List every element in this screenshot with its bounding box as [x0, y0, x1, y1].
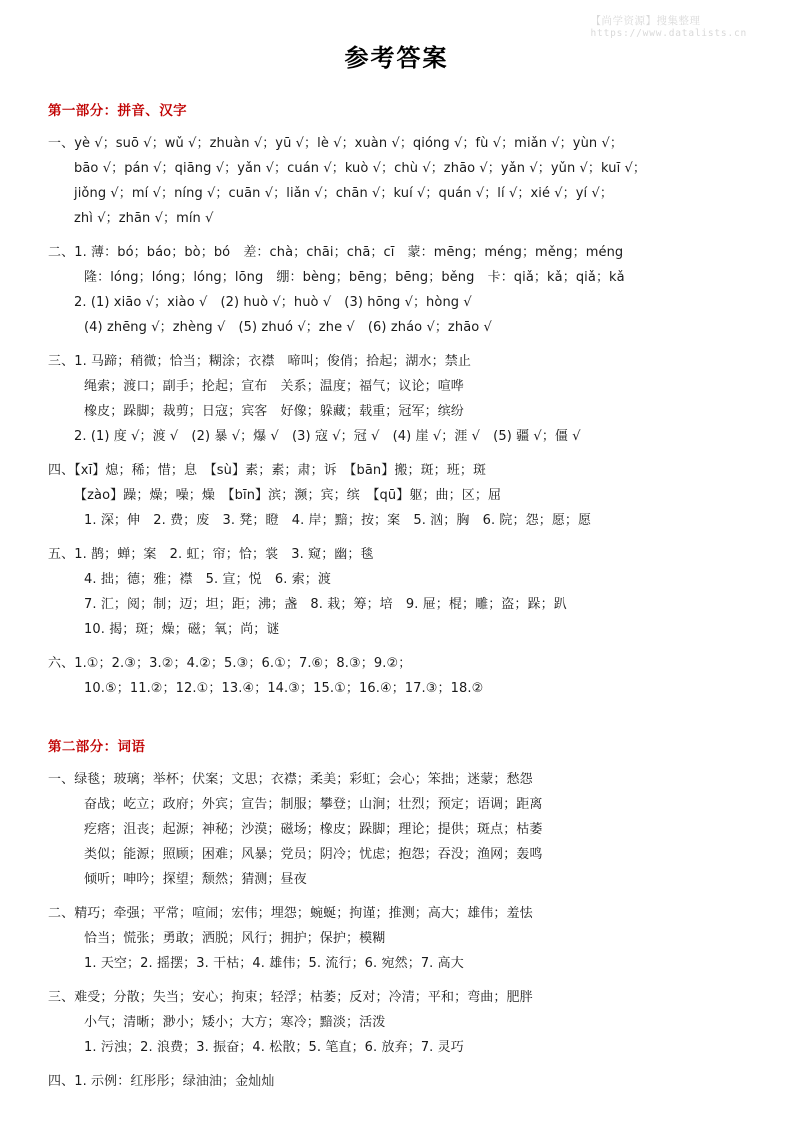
answer-line: 三、难受；分散；失当；安心；拘束；轻浮；枯萎；反对；冷清；平和；弯曲；肥胖 [48, 990, 533, 1005]
answer-line: 四、【xī】熄；稀；惜；息 【sù】素；素；肃；诉 【bān】搬；斑；班；斑 [48, 463, 487, 478]
answer-line: 1. 深；伸 2. 费；废 3. 凳；瞪 4. 岸；黯；按；案 5. 汹；胸 6. 院；怨；愿；愿 [84, 513, 592, 528]
answer-line: 隆：lóng；lóng；lóng；lōng 绷：bèng；bēng；bēng；běng 卡：qiǎ；kǎ；qiǎ；kǎ [84, 270, 625, 285]
answer-line: bāo √；pán √；qiāng √；yǎn √；cuán √；kuò √；chù √；zhāo √；yǎn √；yǔn √；kuī √； [74, 161, 646, 176]
section-heading: 第一部分：拼音、汉字 [48, 103, 187, 119]
answer-group [48, 458, 745, 533]
answer-line: 1. 污浊；2. 浪费；3. 振奋；4. 松散；5. 笔直；6. 放弃；7. 灵巧 [84, 1040, 464, 1055]
section-heading: 第二部分：词语 [48, 739, 146, 755]
answer-line: 二、1. 薄：bó；báo；bò；bó 差：chà；chāi；chā；cī 蒙：mēng；méng；měng；méng [48, 245, 624, 260]
answer-line: 1. 天空；2. 摇摆；3. 干枯；4. 雄伟；5. 流行；6. 宛然；7. 高大 [84, 956, 464, 971]
answer-line: 小气；清晰；渺小；矮小；大方；寒冷；黯淡；活泼 [84, 1015, 386, 1030]
answer-group [48, 901, 745, 976]
answer-line: 一、yè √；suō √；wǔ √；zhuàn √；yū √；lè √；xuàn √；qióng √；fù √；miǎn √；yùn √； [48, 136, 623, 151]
answer-line: 2. (1) xiāo √；xiào √ (2) huò √；huò √ (3) hōng √；hòng √ [74, 295, 472, 310]
answer-line: 【zào】躁；燥；噪；燥 【bīn】滨；濒；宾；缤 【qū】躯；曲；区；屈 [74, 488, 502, 503]
answer-line: 橡皮；跺脚；裁剪；日寇；宾客 好像；躲藏；载重；冠军；缤纷 [84, 404, 464, 419]
answer-line: 4. 拙；德；雅；襟 5. 宣；悦 6. 索；渡 [84, 572, 332, 587]
answer-group [48, 240, 745, 340]
watermark [591, 14, 747, 41]
watermark-url: https://www.datalists.cn [590, 28, 747, 40]
answer-line: 疙瘩；沮丧；起源；神秘；沙漠；磁场；橡皮；跺脚；理论；提供；斑点；枯萎 [84, 822, 543, 837]
section-body [48, 767, 745, 1094]
answer-group [48, 767, 745, 892]
answer-line: 三、1. 马蹄；稍微；恰当；糊涂；衣襟 啼叫；俊俏；拾起；湖水；禁止 [48, 354, 471, 369]
answer-line: 10. 揭；斑；燥；磁；氧；尚；谜 [84, 622, 280, 637]
answer-line: 奋战；屹立；政府；外宾；宣告；制服；攀登；山涧；壮烈；预定；语调；距离 [84, 797, 543, 812]
answer-group [48, 542, 745, 642]
sections-container [48, 99, 745, 1094]
answer-line: 六、1.①；2.③；3.②；4.②；5.③；6.①；7.⑥；8.③；9.②； [48, 656, 412, 671]
answer-group [48, 651, 745, 701]
watermark-source-label: 【尚学资源】搜集整理 [590, 15, 701, 27]
answer-line: 一、绿毯；玻璃；举杯；伏案；文思；衣襟；柔美；彩虹；会心；笨拙；迷蒙；愁怨 [48, 772, 533, 787]
answer-line: 二、精巧；牵强；平常；喧闹；宏伟；埋怨；蜿蜒；拘谨；推测；高大；雄伟；羞怯 [48, 906, 533, 921]
answer-line: 2. (1) 度 √；渡 √ (2) 暴 √；爆 √ (3) 寇 √；冠 √ (4) 崖 √；涯 √ (5) 疆 √；僵 √ [74, 429, 581, 444]
answer-group [48, 349, 745, 449]
answer-line: 倾听；呻吟；探望；颓然；猜测；昼夜 [84, 872, 307, 887]
section-body [48, 131, 745, 701]
answer-line: 类似；能源；照顾；困难；风暴；党员；阴冷；忧虑；抱怨；吞没；渔网；轰鸣 [84, 847, 543, 862]
answer-group [48, 1069, 745, 1094]
answer-line: 7. 汇；阅；制；迈；坦；距；沸；盏 8. 栽；筹；培 9. 屉；棍；雕；盗；跺；趴 [84, 597, 567, 612]
answer-group [48, 131, 745, 231]
answer-line: (4) zhēng √；zhèng √ (5) zhuó √；zhe √ (6) zháo √；zhāo √ [84, 320, 492, 335]
answer-line: 10.⑤；11.②；12.①；13.④；14.③；15.①；16.④；17.③；18.② [84, 681, 484, 696]
page-title: 参考答案 [344, 44, 449, 72]
answer-group [48, 985, 745, 1060]
answer-line: zhì √；zhān √；mín √ [74, 211, 214, 226]
answer-line: 恰当；慌张；勇敢；洒脱；风行；拥护；保护；模糊 [84, 931, 386, 946]
answer-line: jiǒng √；mí √；níng √；cuān √；liǎn √；chān √；kuí √；quán √；lí √；xié √；yí √； [74, 186, 613, 201]
answer-line: 四、1. 示例：红彤彤；绿油油；金灿灿 [48, 1074, 275, 1089]
answer-line: 绳索；渡口；副手；抡起；宣布 关系；温度；福气；议论；喧哗 [84, 379, 464, 394]
answer-line: 五、1. 鹊；蝉；案 2. 虹；帘；恰；裳 3. 窥；幽；毯 [48, 547, 374, 562]
